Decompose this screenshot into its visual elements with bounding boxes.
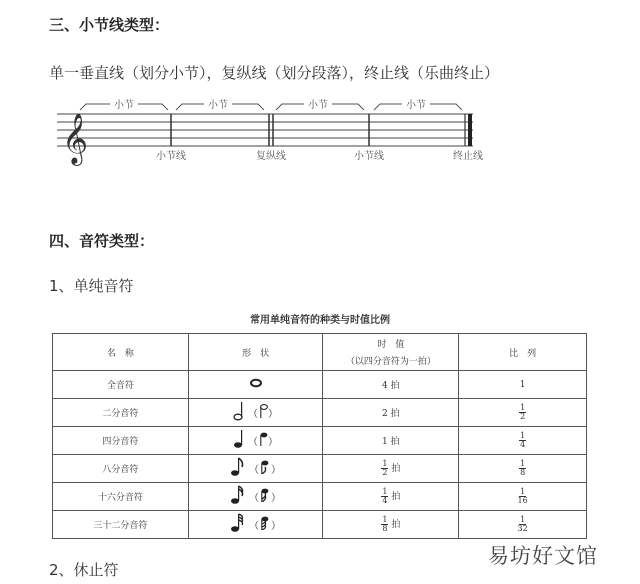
table-row — [53, 511, 587, 539]
note-name: 四分音符 — [53, 427, 189, 455]
header-ratio: 比 列 — [459, 334, 587, 371]
note-ratio: $\frac{1}{2}$ — [459, 399, 587, 427]
quarter-note-icon: （ ） — [188, 427, 323, 455]
note-ratio: $\frac{1}{8}$ — [459, 455, 587, 483]
bracket-label: 小节 — [114, 100, 134, 111]
sixteenth-note-icon: （ ） — [188, 483, 323, 511]
note-name: 八分音符 — [53, 455, 189, 483]
table-header-row — [53, 334, 587, 371]
note-duration: $\frac{1}{4}$ 拍 — [323, 483, 459, 511]
whole-note-icon — [188, 371, 323, 399]
note-duration: 1 拍 — [323, 427, 459, 455]
table-row — [53, 427, 587, 455]
table-title: 常用单纯音符的种类与时值比例 — [250, 315, 390, 326]
note-name: 二分音符 — [53, 399, 189, 427]
half-note-icon: （ ） — [188, 399, 323, 427]
bracket-label: 小节 — [406, 100, 426, 111]
bracket-label: 小节 — [308, 100, 328, 111]
subheading-single-notes: 1、单纯音符 — [49, 277, 134, 295]
table-row — [53, 483, 587, 511]
thirty-second-note-icon: （ ） — [188, 511, 323, 539]
section3-heading: 三、小节线类型： — [49, 16, 170, 34]
note-table — [52, 333, 587, 539]
note-duration: 4 拍 — [323, 371, 459, 399]
note-ratio: $\frac{1}{4}$ — [459, 427, 587, 455]
section3-desc: 单一垂直线（划分小节），复纵线（划分段落），终止线（乐曲终止） — [49, 64, 500, 82]
line-label: 复纵线 — [256, 151, 286, 162]
treble-clef-icon: 𝄞 — [62, 113, 89, 164]
line-label: 小节线 — [156, 151, 186, 162]
table-row — [53, 399, 587, 427]
line-label: 终止线 — [453, 151, 483, 162]
subheading-rests: 2、休止符 — [49, 561, 119, 579]
note-duration: $\frac{1}{8}$ 拍 — [323, 511, 459, 539]
note-duration: 2 拍 — [323, 399, 459, 427]
eighth-note-icon: （ ） — [188, 455, 323, 483]
note-name: 全音符 — [53, 371, 189, 399]
line-label: 小节线 — [354, 151, 384, 162]
note-name: 十六分音符 — [53, 483, 189, 511]
header-name: 名 称 — [53, 334, 189, 371]
note-ratio: $\frac{1}{16}$ — [459, 483, 587, 511]
bracket-label: 小节 — [208, 100, 228, 111]
note-ratio: 1 — [459, 371, 587, 399]
watermark: 易坊好文馆 — [488, 544, 598, 568]
note-name: 三十二分音符 — [53, 511, 189, 539]
table-row — [53, 455, 587, 483]
header-shape: 形 状 — [188, 334, 323, 371]
note-duration: $\frac{1}{2}$ 拍 — [323, 455, 459, 483]
header-duration: 时 值 （以四分音符为一拍） — [323, 334, 459, 371]
section4-heading: 四、音符类型： — [49, 232, 155, 250]
staff-diagram — [0, 0, 640, 200]
table-row — [53, 371, 587, 399]
note-ratio: $\frac{1}{32}$ — [459, 511, 587, 539]
